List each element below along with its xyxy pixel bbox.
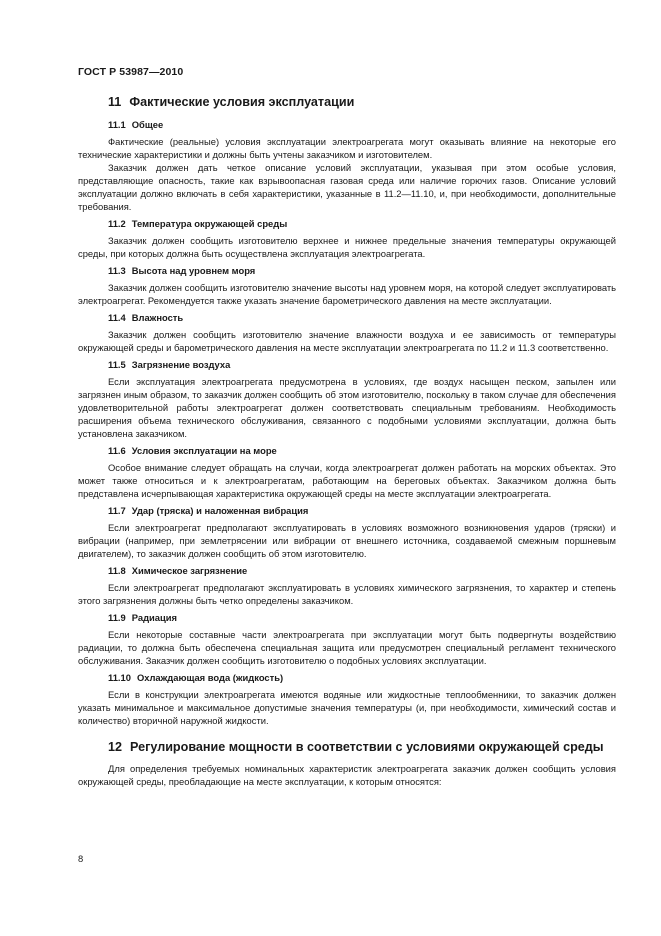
subsection-number: 11.9 (108, 612, 126, 623)
subsection-number: 11.10 (108, 672, 131, 683)
subsection-number: 11.3 (108, 265, 126, 276)
paragraph: Для определения требуемых номинальных характеристик электроагрегата заказчик должен сообщить условия окружающей среды, преобладающие на месте эксплуатации, к которым относятся: (78, 763, 616, 787)
subsection-11-2-heading (78, 217, 616, 230)
subsection-title: Удар (тряска) и наложенная вибрация (131, 505, 309, 516)
subsection-11-1-heading (78, 118, 616, 131)
subsection-title: Температура окружающей среды (131, 218, 288, 229)
page-content (78, 94, 616, 788)
subsection-11-3-heading (78, 264, 616, 277)
subsection-title: Условия эксплуатации на море (131, 445, 277, 456)
subsection-number: 11.8 (108, 565, 126, 576)
section-title: Регулирование мощности в соответствии с условиями окружающей среды (130, 740, 604, 754)
paragraph: Если некоторые составные части электроагрегата при эксплуатации могут быть подвергнуты воздействию радиации, то должна быть обеспечена специальная защита или предусмотрен специальный регламент технического обслуживания. Заказчик должен сообщить изготовителю о подобных условиях эксплуатации. (78, 629, 616, 666)
paragraph: Заказчик должен дать четкое описание условий эксплуатации, указывая при этом особые условия, представляющие опасность, такие как взрывоопасная газовая среда или наличие горючих газов. Описание условий эксплуатации должно включать в себя характеристики, указанные в 11.2—11.10, и, при необходимости, дополнительные требования. (78, 162, 616, 212)
paragraph: Если электроагрегат предполагают эксплуатировать в условиях химического загрязнения, то характер и степень этого загрязнения должны быть четко определены заказчиком. (78, 582, 616, 606)
section-title: Фактические условия эксплуатации (129, 95, 355, 109)
paragraph: Если электроагрегат предполагают эксплуатировать в условиях возможного возникновения ударов (тряски) и вибрации (например, при землетрясении или вибрации от внешнего источника, создаваемой смежным поршневым двигателем), то заказчик должен сообщить об этом изготовителю. (78, 522, 616, 559)
paragraph: Заказчик должен сообщить изготовителю значение влажности воздуха и ее зависимость от температуры окружающей среды и барометрического давления на месте эксплуатации электроагрегата по 11.2 и 11.3 соответственно. (78, 329, 616, 353)
subsection-11-4-heading (78, 311, 616, 324)
section-11-heading (78, 94, 616, 111)
subsection-title: Влажность (131, 312, 184, 323)
subsection-number: 11.2 (108, 218, 126, 229)
subsection-11-8-heading (78, 564, 616, 577)
subsection-number: 11.6 (108, 445, 126, 456)
subsection-title: Химическое загрязнение (131, 565, 248, 576)
paragraph: Фактические (реальные) условия эксплуатации электроагрегата могут оказывать влияние на некоторые его технические характеристики и должны быть учтены заказчиком и изготовителем. (78, 136, 616, 160)
subsection-number: 11.7 (108, 505, 126, 516)
subsection-title: Радиация (131, 612, 178, 623)
subsection-11-9-heading (78, 611, 616, 624)
subsection-number: 11.5 (108, 359, 126, 370)
document-code: ГОСТ Р 53987—2010 (78, 66, 184, 78)
subsection-11-7-heading (78, 504, 616, 517)
page-number: 8 (78, 853, 84, 864)
subsection-title: Охлаждающая вода (жидкость) (136, 672, 284, 683)
paragraph: Заказчик должен сообщить изготовителю верхнее и нижнее предельные значения температуры окружающей среды, при которых должна быть осуществлена эксплуатация электроагрегата. (78, 235, 616, 259)
subsection-number: 11.1 (108, 119, 126, 130)
section-12-heading (78, 739, 616, 756)
subsection-title: Загрязнение воздуха (131, 359, 231, 370)
subsection-title: Общее (131, 119, 164, 130)
subsection-11-10-heading (78, 671, 616, 684)
section-number: 12 (108, 740, 123, 754)
paragraph: Особое внимание следует обращать на случаи, когда электроагрегат должен работать на морских объектах. Это может также относиться и к электроагрегатам, работающим на береговых объектах. Заказчиком должна быть представлена исчерпывающая характеристика окружающей среды на месте эксплуатации электроагрегата. (78, 462, 616, 499)
paragraph: Если в конструкции электроагрегата имеются водяные или жидкостные теплообменники, то заказчик должен указать минимальное и максимальное допустимые значения температуры (и, при необходимости, химический состав и количество) вторичной наружной жидкости. (78, 689, 616, 726)
subsection-11-6-heading (78, 444, 616, 457)
subsection-11-5-heading (78, 358, 616, 371)
subsection-number: 11.4 (108, 312, 126, 323)
paragraph: Заказчик должен сообщить изготовителю значение высоты над уровнем моря, на которой следует эксплуатировать электроагрегат. Рекомендуется также указать значение барометрического давления на месте эксплуатации. (78, 282, 616, 306)
section-number: 11 (108, 95, 122, 109)
paragraph: Если эксплуатация электроагрегата предусмотрена в условиях, где воздух насыщен песком, запылен или загрязнен иным образом, то заказчик должен сообщить об этом изготовителю, поскольку в таком случае для обеспечения удовлетворительной работы электроагрегат должен соответствовать специальным требованиям. Необходимость расширения объема технического обслуживания, связанного с подобными условиями эксплуатации, должна быть установлена заказчиком. (78, 376, 616, 439)
subsection-title: Высота над уровнем моря (131, 265, 256, 276)
